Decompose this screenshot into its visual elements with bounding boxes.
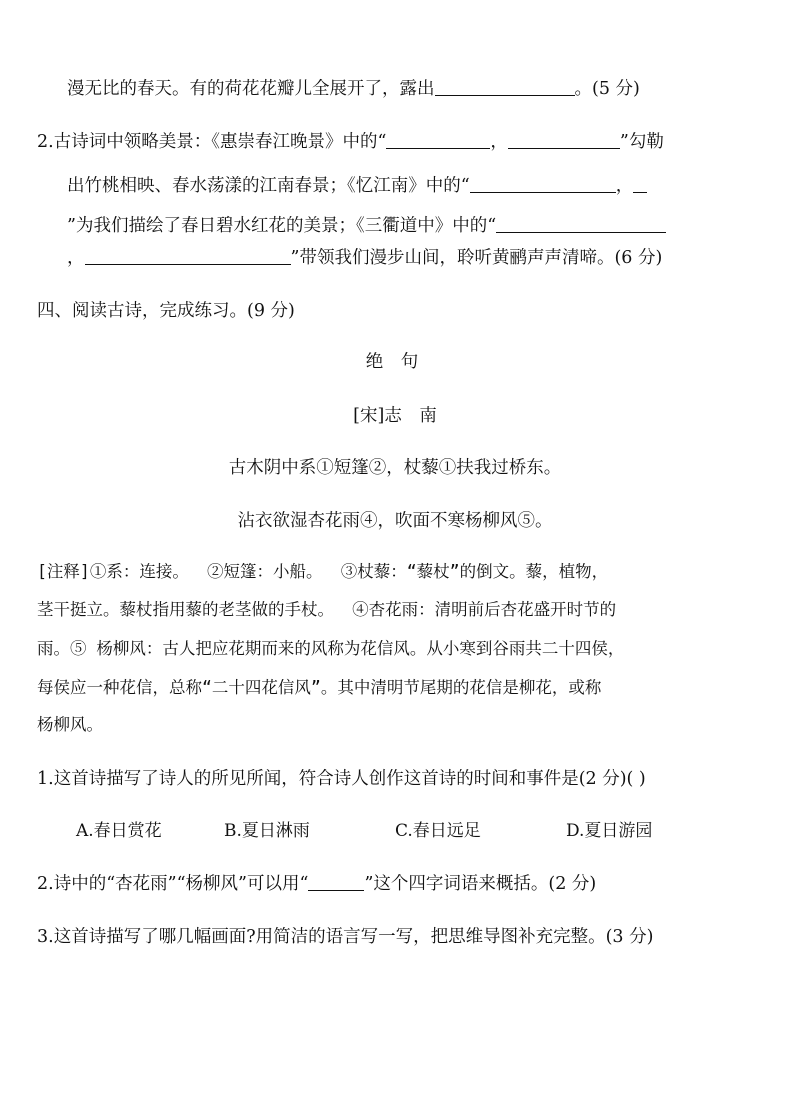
option-c[interactable]: C.春日远足: [395, 821, 481, 841]
comma: ，: [490, 132, 508, 152]
q2-text: 2.古诗词中领略美景：《惠崇春江晚景》中的“: [37, 132, 387, 152]
answer-blank[interactable]: [85, 246, 291, 265]
option-a[interactable]: A.春日赏花: [76, 821, 162, 841]
option-b[interactable]: B.夏日淋雨: [224, 821, 310, 841]
answer-blank[interactable]: [308, 872, 364, 891]
note-line-3: 雨。⑤ 杨柳风：古人把应花期而来的风称为花信风。从小寒到谷雨共二十四侯，: [37, 639, 625, 658]
answer-blank[interactable]: [633, 174, 647, 193]
question-1: 1.这首诗描写了诗人的所见所闻，符合诗人创作这首诗的时间和事件是(2 分)( ): [37, 769, 646, 789]
answer-blank[interactable]: [435, 77, 575, 96]
comma: ，: [615, 176, 634, 196]
text-line-1: [67, 77, 640, 101]
poem-author: [宋]志 南: [353, 406, 437, 426]
question-2-line-3: [67, 214, 666, 238]
q2-line2-text: 出竹桃相映、春水荡漾的江南春景；《忆江南》中的“: [67, 176, 470, 196]
answer-blank[interactable]: [508, 130, 620, 149]
line1-tail: 。(5 分): [574, 79, 640, 99]
question-3: 3.这首诗描写了哪几幅画面?用简洁的语言写一写，把思维导图补充完整。(3 分): [37, 927, 654, 947]
comma: ，: [67, 248, 85, 268]
poem-line-1: 古木阴中系①短篷②，杖藜①扶我过桥东。: [228, 458, 562, 478]
question-2-line-4: [67, 246, 662, 270]
note-line-4: 每侯应一种花信，总称“二十四花信风”。其中清明节尾期的花信是柳花，或称: [37, 678, 602, 697]
option-d[interactable]: D.夏日游园: [566, 821, 653, 841]
answer-blank[interactable]: [496, 214, 666, 233]
note-line-5: 杨柳风。: [37, 715, 103, 734]
poem-line-2: 沾衣欲湿杏花雨④，吹面不寒杨柳风⑤。: [237, 511, 553, 531]
note-line-2: 茎干挺立。藜杖指用藜的老茎做的手杖。 ④杏花雨：清明前后杏花盛开时节的: [37, 600, 617, 619]
answer-blank[interactable]: [470, 174, 616, 193]
question-2b: [37, 872, 596, 896]
q2b-end: ”这个四字词语来概括。(2 分): [364, 874, 597, 894]
poem-title: 绝 句: [365, 352, 425, 372]
question-2-line-1: [37, 130, 664, 154]
q2b-start: 2.诗中的“杏花雨”“杨柳风”可以用“: [37, 874, 309, 894]
question-2-line-2: [67, 174, 647, 198]
q2-line3-text: ”为我们描绘了春日碧水红花的美景；《三衢道中》中的“: [67, 216, 497, 236]
note-line-1: [注释]①系：连接。 ②短篷：小船。 ③杖藜：“藜杖”的倒文。藜，植物，: [37, 562, 609, 581]
section-4-heading: 四、阅读古诗，完成练习。(9 分): [37, 301, 295, 321]
answer-blank[interactable]: [386, 130, 490, 149]
line1-text: 漫无比的春天。有的荷花花瓣儿全展开了，露出: [67, 79, 435, 99]
q2-line4-text: ”带领我们漫步山间，聆听黄鹂声声清啼。(6 分): [290, 248, 663, 268]
q2-after: ”勾勒: [619, 132, 664, 152]
